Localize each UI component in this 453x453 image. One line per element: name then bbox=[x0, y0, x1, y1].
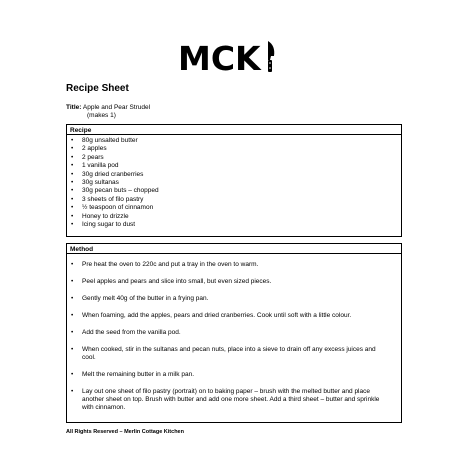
method-step: • When foaming, add the apples, pears and dried cranberries. Cook until soft with a little colour. bbox=[67, 312, 401, 320]
list-item: • 30g sultanas bbox=[67, 179, 401, 187]
method-heading: Method bbox=[67, 244, 401, 254]
brand-logo bbox=[178, 41, 276, 77]
method-step: • Lay out one sheet of filo pastry (portrait) on to baking paper – brush with the melted butter and place another sheet on top. Brush with butter and add one more sheet. Add a third sheet – butter and sprinkle with cinnamon. bbox=[67, 388, 401, 412]
list-item: • 3 sheets of filo pastry bbox=[67, 196, 401, 204]
method-step: • Gently melt 40g of the butter in a frying pan. bbox=[67, 295, 401, 303]
list-item: • 30g pecan buts – chopped bbox=[67, 187, 401, 195]
meta-value: Apple and Pear Strudel bbox=[82, 104, 151, 111]
logo-text: MCK bbox=[178, 39, 261, 78]
ingredient-list bbox=[67, 135, 401, 229]
list-item: • ½ teaspoon of cinnamon bbox=[67, 204, 401, 212]
method-step: • Add the seed from the vanilla pod. bbox=[67, 329, 401, 337]
ingredients-box bbox=[66, 124, 402, 237]
list-item: • 80g unsalted butter bbox=[67, 137, 401, 145]
method-box bbox=[66, 243, 402, 423]
method-step: • Peel apples and pears and slice into small, but even sized pieces. bbox=[67, 278, 401, 286]
list-item: • 2 apples bbox=[67, 145, 401, 153]
copyright-footer: All Rights Reserved – Merlin Cottage Kitchen bbox=[66, 429, 184, 435]
method-step: • When cooked, stir in the sultanas and pecan nuts, place into a sieve to drain off any excess juices and cool. bbox=[67, 346, 401, 362]
page-title: Recipe Sheet bbox=[66, 83, 129, 94]
method-steps bbox=[67, 254, 401, 412]
knife-icon bbox=[264, 40, 276, 79]
ingredients-heading: Recipe bbox=[67, 125, 401, 135]
meta-label: Title: bbox=[66, 104, 82, 111]
list-item: • 2 pears bbox=[67, 154, 401, 162]
recipe-meta bbox=[66, 104, 150, 120]
list-item: • Honey to drizzle bbox=[67, 213, 401, 221]
method-step: • Pre heat the oven to 220c and put a tray in the oven to warm. bbox=[67, 261, 401, 269]
list-item: • 30g dried cranberries bbox=[67, 171, 401, 179]
meta-sub: (makes 1) bbox=[87, 112, 116, 119]
list-item: • 1 vanilla pod bbox=[67, 162, 401, 170]
list-item: • Icing sugar to dust bbox=[67, 221, 401, 229]
method-step: • Melt the remaining butter in a milk pan. bbox=[67, 371, 401, 379]
